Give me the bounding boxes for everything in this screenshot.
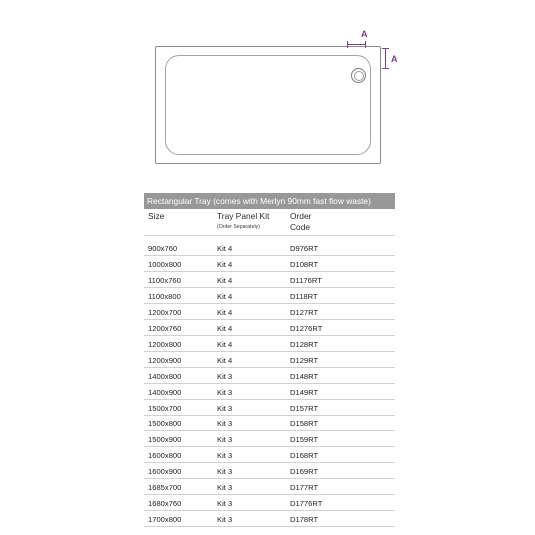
size-cell: 1100x800 bbox=[148, 291, 181, 301]
kit-cell: Kit 4 bbox=[217, 307, 233, 317]
kit-cell: Kit 4 bbox=[217, 275, 233, 285]
kit-cell: Kit 3 bbox=[217, 419, 233, 429]
kit-cell: Kit 3 bbox=[217, 467, 233, 477]
kit-cell: Kit 4 bbox=[217, 323, 233, 333]
order-code-cell: D108RT bbox=[290, 259, 319, 269]
order-code-cell: D976RT bbox=[290, 244, 319, 253]
table-row bbox=[144, 368, 395, 384]
column-header-code-line1: Order bbox=[290, 211, 312, 221]
size-cell: 1400x800 bbox=[148, 371, 182, 381]
kit-cell: Kit 3 bbox=[217, 451, 233, 461]
order-code-cell: D129RT bbox=[290, 355, 319, 365]
size-cell: 1400x900 bbox=[148, 387, 182, 397]
table-row bbox=[144, 479, 395, 495]
size-cell: 1200x800 bbox=[148, 339, 182, 349]
table-row bbox=[144, 336, 395, 352]
order-code-cell: D157RT bbox=[290, 403, 319, 413]
kit-cell: Kit 4 bbox=[217, 355, 233, 365]
table-row bbox=[144, 447, 395, 463]
height-dimension-line bbox=[385, 48, 386, 68]
order-code-cell: D149RT bbox=[290, 387, 319, 397]
kit-cell: Kit 4 bbox=[217, 291, 233, 301]
table-row bbox=[144, 463, 395, 479]
table-row bbox=[144, 304, 395, 320]
waste-outlet-icon bbox=[351, 68, 366, 83]
size-cell: 1100x760 bbox=[148, 275, 181, 285]
order-code-cell: D1776RT bbox=[290, 499, 323, 509]
kit-cell: Kit 3 bbox=[217, 371, 233, 381]
order-code-cell: D128RT bbox=[290, 339, 319, 349]
order-code-cell: D1276RT bbox=[290, 323, 323, 333]
order-code-cell: D159RT bbox=[290, 435, 319, 445]
kit-cell: Kit 4 bbox=[217, 259, 233, 269]
column-header-kit-note: (Order Separately) bbox=[217, 224, 260, 230]
tray-inner-outline bbox=[165, 55, 371, 155]
column-header-size: Size bbox=[148, 211, 165, 221]
width-dimension-label: A bbox=[361, 29, 368, 39]
kit-cell: Kit 3 bbox=[217, 435, 233, 445]
height-dimension-tick-top bbox=[382, 48, 389, 49]
kit-cell: Kit 3 bbox=[217, 387, 233, 397]
size-cell: 1200x900 bbox=[148, 355, 182, 365]
table-row bbox=[144, 511, 395, 527]
table-row bbox=[144, 495, 395, 511]
kit-cell: Kit 3 bbox=[217, 515, 233, 525]
order-code-cell: D127RT bbox=[290, 307, 319, 317]
size-cell: 1500x700 bbox=[148, 403, 182, 413]
tray-diagram bbox=[155, 46, 381, 164]
table-title: Rectangular Tray (comes with Merlyn 90mm fast flow waste) bbox=[144, 193, 395, 209]
order-code-cell: D177RT bbox=[290, 483, 319, 493]
size-cell: 1200x760 bbox=[148, 323, 182, 333]
table-row bbox=[144, 272, 395, 288]
kit-cell: Kit 4 bbox=[217, 339, 233, 349]
table-row bbox=[144, 288, 395, 304]
size-cell: 1200x700 bbox=[148, 307, 182, 317]
table-row bbox=[144, 431, 395, 447]
kit-cell: Kit 3 bbox=[217, 499, 233, 509]
width-dimension-line bbox=[347, 44, 365, 45]
kit-cell: Kit 3 bbox=[217, 403, 233, 413]
kit-cell: Kit 4 bbox=[217, 244, 233, 253]
size-cell: 1700x800 bbox=[148, 515, 182, 525]
order-code-cell: D158RT bbox=[290, 419, 319, 429]
width-dimension-tick-right bbox=[365, 41, 366, 48]
order-code-cell: D148RT bbox=[290, 371, 319, 381]
table-row bbox=[144, 415, 395, 431]
size-cell: 1000x800 bbox=[148, 259, 182, 269]
table-row bbox=[144, 240, 395, 256]
order-code-cell: D1176RT bbox=[290, 275, 322, 285]
table-row bbox=[144, 256, 395, 272]
column-header-kit: Tray Panel Kit bbox=[217, 211, 270, 221]
height-dimension-tick-bottom bbox=[382, 68, 389, 69]
height-dimension-label: A bbox=[391, 54, 398, 64]
table-row bbox=[144, 352, 395, 368]
table-header-divider bbox=[144, 219, 395, 236]
table-row bbox=[144, 384, 395, 400]
order-code-cell: D118RT bbox=[290, 291, 318, 301]
size-cell: 1600x800 bbox=[148, 451, 182, 461]
size-cell: 1500x800 bbox=[148, 419, 182, 429]
table-row bbox=[144, 320, 395, 336]
order-code-cell: D169RT bbox=[290, 467, 319, 477]
order-code-cell: D178RT bbox=[290, 515, 319, 525]
size-cell: 900x760 bbox=[148, 244, 178, 253]
order-code-cell: D168RT bbox=[290, 451, 319, 461]
column-header-code-line2: Code bbox=[290, 222, 311, 232]
width-dimension-tick-left bbox=[347, 41, 348, 48]
size-cell: 1680x760 bbox=[148, 499, 182, 509]
size-cell: 1500x900 bbox=[148, 435, 182, 445]
size-cell: 1685x700 bbox=[148, 483, 182, 493]
size-cell: 1600x900 bbox=[148, 467, 182, 477]
table-row bbox=[144, 400, 395, 416]
kit-cell: Kit 3 bbox=[217, 483, 233, 493]
